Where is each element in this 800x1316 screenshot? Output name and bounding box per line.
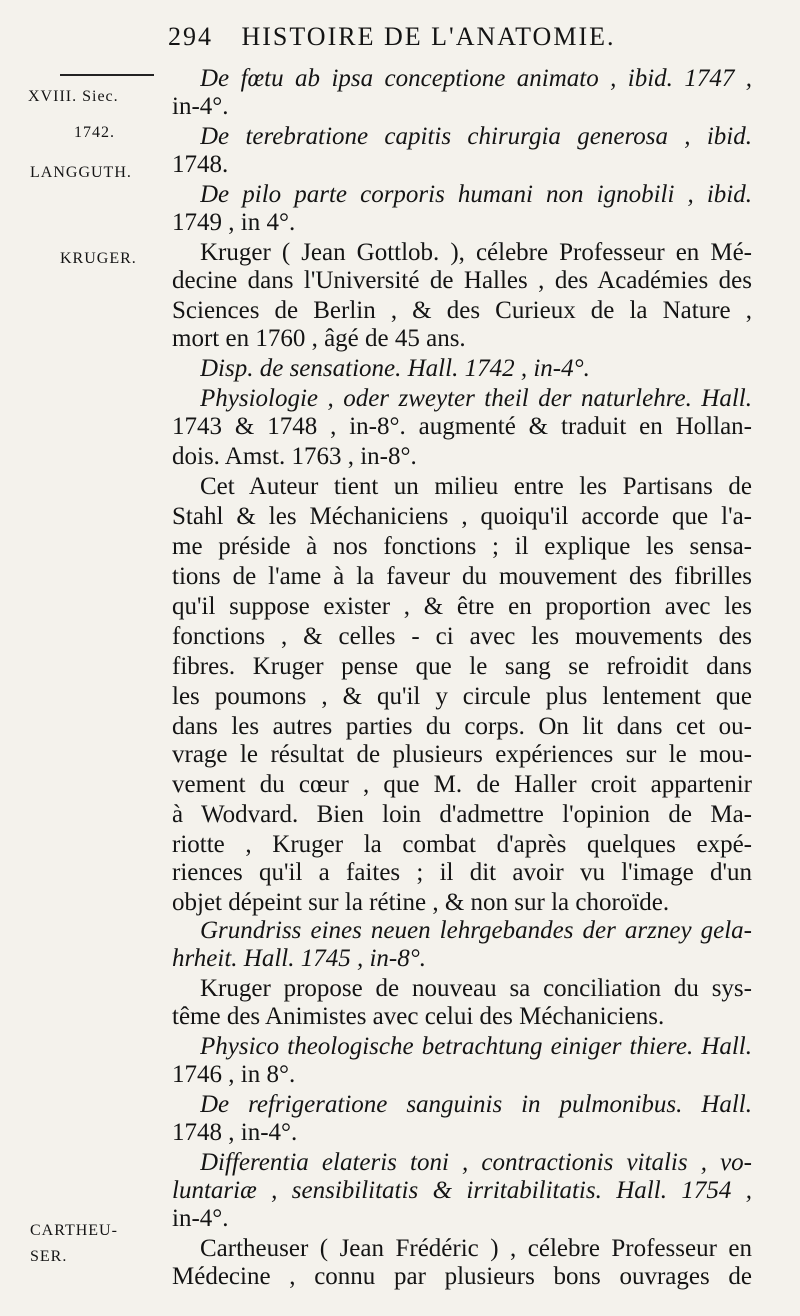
text-line: De pilo parte corporis humani non ignobili , ibid. (200, 181, 752, 208)
running-header (168, 22, 688, 52)
text-line: De terebratione capitis chirurgia generosa , ibid. (200, 123, 752, 150)
text-line: 1746 , in 8°. (172, 1061, 296, 1088)
text-line: riences qu'il a faites ; il dit avoir vu l'image d'un (172, 859, 752, 886)
margin-note-langguth: LANGGUTH. (30, 164, 132, 181)
margin-note-year: 1742. (74, 124, 115, 141)
text-line: objet dépeint sur la rétine , & non sur la choroïde. (172, 889, 670, 916)
text-line: me préside à nos fonctions ; il explique les sensa- (172, 533, 752, 560)
text-line: in-4°. (172, 1205, 229, 1232)
text-line: les poumons , & qu'il y circule plus lentement que (172, 683, 752, 710)
text-line: Physiologie , oder zweyter theil der naturlehre. Hall. (200, 385, 752, 412)
text-line: fonctions , & celles - ci avec les mouvements des (172, 623, 752, 650)
text-line: Sciences de Berlin , & des Curieux de la Nature , (172, 297, 752, 324)
margin-note-cartheuser-2: SER. (30, 1248, 68, 1265)
text-line: fibres. Kruger pense que le sang se refroidit dans (172, 653, 752, 680)
text-line: 1743 & 1748 , in-8°. augmenté & traduit en Hollan- (172, 413, 752, 440)
text-line: Grundriss eines neuen lehrgebandes der arzney gela- (200, 917, 752, 944)
text-line: De fœtu ab ipsa conceptione animato , ibid. 1747 , (200, 65, 752, 92)
margin-note-cartheuser-1: CARTHEU- (30, 1222, 118, 1239)
text-line: dois. Amst. 1763 , in-8°. (172, 443, 417, 470)
text-line: 1749 , in 4°. (172, 209, 296, 236)
page-number: 294 (168, 22, 213, 51)
text-line: decine dans l'Université de Halles , des Académies des (172, 267, 752, 294)
text-line: Differentia elateris toni , contractionis vitalis , vo- (200, 1149, 752, 1176)
margin-note-kruger: KRUGER. (60, 250, 137, 267)
margin-rule (60, 74, 154, 76)
text-line: riotte , Kruger la combat d'après quelques expé- (172, 831, 752, 858)
text-line: mort en 1760 , âgé de 45 ans. (172, 325, 466, 352)
text-line: Physico theologische betrachtung einiger thiere. Hall. (200, 1033, 752, 1060)
text-line: De refrigeratione sanguinis in pulmonibus. Hall. (200, 1091, 752, 1118)
margin-note-century: XVIII. Siec. (28, 88, 119, 105)
text-line: tions de l'ame à la faveur du mouvement des fibrilles (172, 563, 752, 590)
text-line: vrage le résultat de plusieurs expériences sur le mou- (172, 741, 752, 768)
text-line: qu'il suppose exister , & être en proportion avec les (172, 593, 752, 620)
text-line: Médecine , connu par plusieurs bons ouvrages de (172, 1263, 752, 1290)
text-line: tême des Animistes avec celui des Méchaniciens. (172, 1003, 665, 1030)
text-line: Cet Auteur tient un milieu entre les Partisans de (200, 473, 752, 500)
text-line: Kruger propose de nouveau sa conciliation du sys- (200, 975, 752, 1002)
text-line: 1748. (172, 151, 229, 178)
text-line: Cartheuser ( Jean Frédéric ) , célebre Professeur en (200, 1235, 752, 1262)
text-line: in-4°. (172, 93, 229, 120)
text-line: vement du cœur , que M. de Haller croit appartenir (172, 771, 752, 798)
text-line: Disp. de sensatione. Hall. 1742 , in-4°. (200, 355, 590, 382)
text-line: luntariæ , sensibilitatis & irritabilitatis. Hall. 1754 , (172, 1177, 752, 1204)
text-line: Kruger ( Jean Gottlob. ), célebre Professeur en Mé- (200, 239, 752, 266)
running-title: HISTOIRE DE L'ANATOMIE. (241, 22, 616, 51)
text-line: 1748 , in-4°. (172, 1119, 298, 1146)
text-line: dans les autres parties du corps. On lit dans cet ou- (172, 713, 752, 740)
text-line: Stahl & les Méchaniciens , quoiqu'il accorde que l'a- (172, 503, 752, 530)
text-line: hrheit. Hall. 1745 , in-8°. (172, 945, 426, 972)
text-line: à Wodvard. Bien loin d'admettre l'opinion de Ma- (172, 801, 752, 828)
